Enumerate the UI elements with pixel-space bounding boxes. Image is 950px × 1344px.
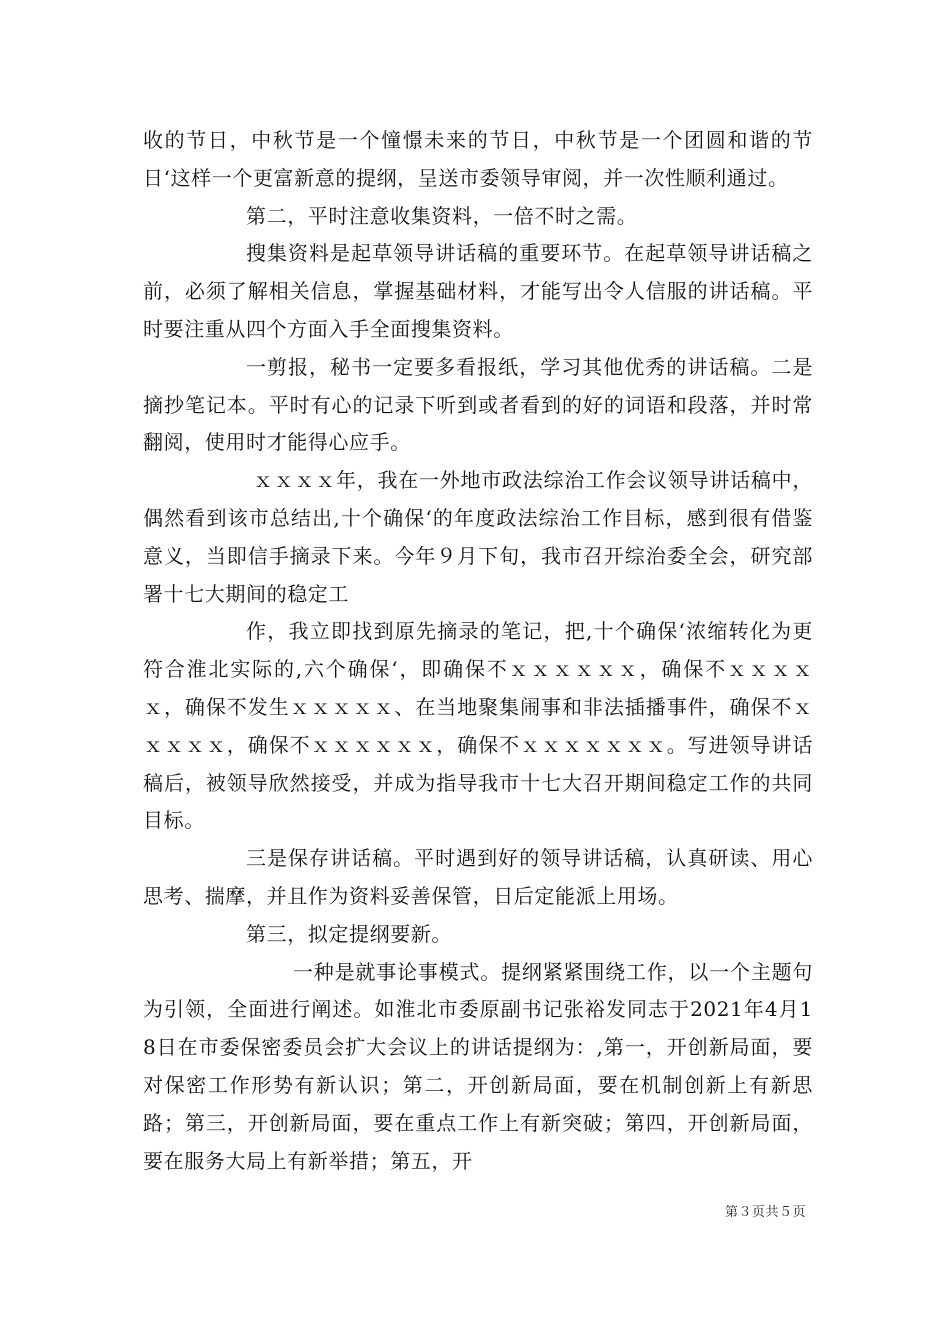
paragraph-save-speeches: 三是保存讲话稿。平时遇到好的领导讲话稿，认真研读、用心思考、揣摩，并且作为资料妥善保管，日后定能派上用场。 <box>143 846 813 908</box>
paragraph-collect-materials: 搜集资料是起草领导讲话稿的重要环节。在起草领导讲话稿之前，必须了解相关信息，掌握基础材料，才能写出令人信服的讲话稿。平时要注重从四个方面入手全面搜集资料。 <box>143 241 813 341</box>
paragraph-example: ｘｘｘｘ年，我在一外地市政法综治工作会议领导讲话稿中，偶然看到该市总结出,十个确保‘的年度政法综治工作目标，感到很有借鉴意义，当即信手摘录下来。今年９月下旬，我市召开综治委全会，研究部署十七大期间的稳定工 <box>143 468 813 606</box>
page-number: 第３页共５页 <box>724 1205 806 1220</box>
heading-second-point: 第二，平时注意收集资料，一倍不时之需。 <box>246 203 638 228</box>
paragraph-example-continued: 作，我立即找到原先摘录的笔记，把,十个确保‘浓缩转化为更符合淮北实际的,六个确保‘，即确保不ｘｘｘｘｘｘ，确保不ｘｘｘｘｘ，确保不发生ｘｘｘｘｘ、在当地聚集闹事和非法插播事件，确保不ｘｘｘｘｘ，确保不ｘｘｘｘｘｘ，确保不ｘｘｘｘｘｘｘ。写进领导讲话稿后，被领导欣然接受，并成为指导我市十七大召开期间稳定工作的共同目标。 <box>143 619 813 833</box>
heading-third-point: 第三，拟定提纲要新。 <box>246 921 452 946</box>
document-body <box>143 122 813 1180</box>
paragraph-outline-mode: 一种是就事论事模式。提纲紧紧围绕工作，以一个主题句为引领，全面进行阐述。如淮北市委原副书记张裕发同志于2021年4月18日在市委保密委员会扩大会议上的讲话提纲为：,第一，开创新局面，要对保密工作形势有新认识；第二，开创新局面，要在机制创新上有新思路；第三，开创新局面，要在重点工作上有新突破；第四，开创新局面，要在服务大局上有新举措；第五，开 <box>143 959 813 1173</box>
paragraph-continuation: 收的节日，中秋节是一个憧憬未来的节日，中秋节是一个团圆和谐的节日‘这样一个更富新意的提纲，呈送市委领导审阅，并一次性顺利通过。 <box>143 128 813 190</box>
paragraph-clippings: 一剪报，秘书一定要多看报纸，学习其他优秀的讲话稿。二是摘抄笔记本。平时有心的记录下听到或者看到的好的词语和段落，并时常翻阅，使用时才能得心应手。 <box>143 354 813 455</box>
